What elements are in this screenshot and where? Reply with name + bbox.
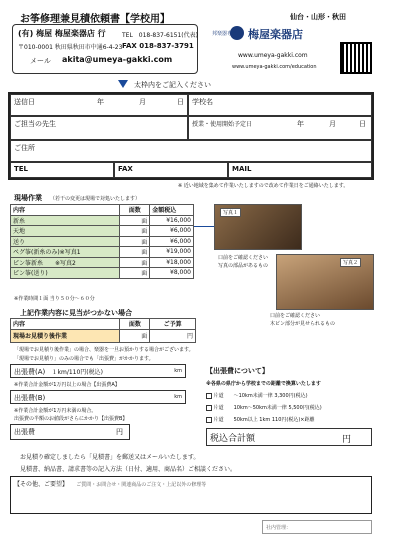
start-date-label: 授業・使用開始予定日	[192, 121, 253, 128]
table-row	[11, 329, 196, 342]
table-row	[11, 236, 194, 247]
km-unit-b: km	[174, 394, 182, 400]
grand-total-yen: 円	[341, 435, 351, 445]
travel-fee-total-field[interactable]	[10, 424, 130, 440]
internal-use-label: 社内管理：	[266, 525, 292, 531]
row-label: ピン筝(送り)	[11, 268, 120, 279]
footer-line-1: お見積り確定しましたら「見積書」を郵送又はメールいたします。	[20, 454, 200, 461]
price-cell: ¥6,000	[150, 236, 194, 247]
fax-field[interactable]	[114, 162, 228, 178]
mismatch-note-2: 「現場でお見積り」のみの場合でも「出張費」がかかります。	[14, 356, 154, 362]
travel-fee-a-field[interactable]	[10, 364, 186, 378]
price-cell: ¥18,000	[150, 257, 194, 268]
arrow-down-icon	[118, 80, 128, 88]
row-label: ペグ筝(新糸のみ)※写真1	[11, 247, 120, 258]
grand-total-field[interactable]	[206, 428, 372, 446]
travel-fee-b-field[interactable]	[10, 390, 186, 404]
mismatch-title: 上記作業内容に見当がつかない場合	[20, 309, 132, 317]
fee-line-3: 片道 50km以上 1km 110円(税込)×距離	[206, 416, 314, 423]
travel-a-note: ※作業合計金額が1万円以上の場合【出張費A】	[14, 382, 120, 388]
col-content: 内容	[11, 319, 120, 330]
internal-use-field[interactable]	[262, 520, 372, 534]
col-price: 金額税込	[150, 205, 194, 216]
teacher-field[interactable]	[10, 116, 188, 140]
recipient-fax: FAX 018-837-3791	[122, 42, 194, 50]
teacher-label: ご担当の先生	[14, 120, 56, 128]
mail-label: メール	[30, 57, 51, 65]
col-content: 内容	[11, 205, 120, 216]
instruction-text: 太枠内をご記入ください	[134, 81, 211, 89]
checkbox[interactable]	[206, 393, 212, 399]
count-cell[interactable]: 面	[120, 215, 150, 226]
start-date-field[interactable]	[188, 116, 372, 140]
count-cell[interactable]: 面	[120, 329, 150, 342]
km-unit: km	[174, 368, 182, 374]
work-time-note: ※作業時間１面 当り５０分～６０分	[14, 296, 95, 302]
onsite-price-table	[10, 204, 194, 279]
row-label: ピン筝新糸 ※写真2	[11, 257, 120, 268]
price-cell: ¥8,000	[150, 268, 194, 279]
table-row	[11, 215, 194, 226]
requests-textarea[interactable]	[10, 476, 372, 514]
mismatch-note-1: 「現場でお見積り後作業」の場合、楽器を一旦お預かりする場合がございます。	[14, 347, 194, 353]
budget-cell[interactable]: 円	[150, 329, 196, 342]
photo2-label: 写真２	[340, 258, 361, 267]
travel-b-note2: 出張費の半額のお値段がさらにかかり【出張費B】	[14, 416, 128, 422]
travel-fee-label: 出張費	[14, 428, 35, 436]
start-year-label: 年	[297, 120, 304, 128]
col-budget: ご予算	[150, 319, 196, 330]
tel-label: TEL	[14, 165, 29, 173]
table-row	[11, 226, 194, 237]
price-cell: ¥19,000	[150, 247, 194, 258]
photo2-caption2: 木ピン部分が見せられるもの	[270, 321, 336, 327]
day-label: 日	[177, 98, 184, 106]
address-field[interactable]	[10, 140, 372, 162]
travel-b-note: ※作業合計金額が1万円未満の場合。	[14, 408, 97, 414]
table-row	[11, 247, 194, 258]
mail-field[interactable]	[228, 162, 372, 178]
remote-area-note: ※ 近い地域を集めて作業いたしますので改めて作業日をご通絡いたします。	[178, 183, 349, 189]
estimate-table	[10, 318, 196, 343]
travel-b-label: 出張費(B)	[14, 394, 46, 402]
requests-hint: ご質問・お問合せ・関連商品のご注文・上記以外の修理等	[76, 482, 207, 488]
photo1-label: 写真１	[220, 208, 241, 217]
regions-label: 仙台・山形・秋田	[290, 13, 346, 21]
photo2-caption: 口前をご確認ください	[270, 313, 321, 319]
count-cell[interactable]: 面	[120, 257, 150, 268]
month-label: 月	[139, 98, 146, 106]
school-name-field[interactable]	[188, 94, 372, 116]
row-label: 送り	[11, 236, 120, 247]
photo1-caption: 口前をご確認ください	[218, 255, 269, 261]
travel-fee-yen: 円	[116, 428, 123, 436]
table-row	[11, 257, 194, 268]
start-day-label: 日	[359, 120, 366, 128]
recipient-tel: TEL 018-837-6151(代表)	[122, 32, 198, 39]
send-date-label: 送信日	[14, 98, 35, 106]
price-cell: ¥6,000	[150, 226, 194, 237]
travel-a-label: 出張費(A)	[14, 368, 46, 376]
fee-info-sub: ※各県の県庁から学校までの距離で換算いたします	[206, 381, 321, 387]
photo1-caption2: 写真の部品があるもの	[218, 263, 269, 269]
year-label: 年	[97, 98, 104, 106]
row-label: 新糸	[11, 215, 120, 226]
count-cell[interactable]: 面	[120, 268, 150, 279]
recipient-company: (有) 梅屋 梅屋楽器店 行	[18, 29, 106, 38]
requests-label: 【その他、ご要望】	[14, 481, 69, 488]
qr-code-icon[interactable]	[340, 42, 372, 74]
fee-line-2: 片道 10km～50km未満一律 5,500円(税込)	[206, 404, 322, 411]
onsite-subtitle: （若干の変更は現場で対処いたします）	[50, 196, 141, 202]
brand-url[interactable]: www.umeya-gakki.com	[238, 52, 308, 59]
start-month-label: 月	[329, 120, 336, 128]
school-label: 学校名	[192, 98, 213, 106]
tel-field[interactable]	[10, 162, 114, 178]
table-row	[11, 268, 194, 279]
recipient-mail: akita@umeya-gakki.com	[62, 55, 173, 64]
row-label: 天地	[11, 226, 120, 237]
connector-line	[194, 226, 214, 227]
address-label: ご住所	[14, 144, 35, 152]
recipient-address: 〒010-0001 秋田県秋田市中通6-4-23	[18, 44, 123, 51]
mail-field-label: MAIL	[232, 165, 252, 173]
education-url[interactable]: www.umeya-gakki.com/education	[232, 64, 317, 70]
fee-line-1: 片道 ～10km未満一律 3,300円(税込)	[206, 392, 308, 399]
price-cell: ¥16,000	[150, 215, 194, 226]
row-label: 現場お見積り後作業	[11, 329, 120, 342]
send-date-field[interactable]	[10, 94, 188, 116]
onsite-title: 現場作業	[14, 194, 42, 202]
brand-tagline: 邦楽器専門	[212, 31, 238, 37]
brand-name: 梅屋楽器店	[248, 28, 303, 41]
checkbox[interactable]	[206, 417, 212, 423]
page-title: お筝修理兼見積依頼書【学校用】	[20, 14, 170, 25]
count-cell[interactable]: 面	[120, 236, 150, 247]
footer-line-2: 見積書、納品書、請求書等の記入方法（日付、適用、商品名）ご相談ください。	[20, 466, 237, 473]
col-count: 面数	[120, 205, 150, 216]
fee-info-title: 【出張費について】	[206, 367, 269, 375]
col-count: 面数	[120, 319, 150, 330]
count-cell[interactable]: 面	[120, 247, 150, 258]
checkbox[interactable]	[206, 405, 212, 411]
count-cell[interactable]: 面	[120, 226, 150, 237]
travel-a-formula: １km/110円(税込)	[51, 369, 103, 376]
grand-total-label: 税込合計額	[210, 434, 256, 444]
fax-label: FAX	[118, 165, 133, 173]
